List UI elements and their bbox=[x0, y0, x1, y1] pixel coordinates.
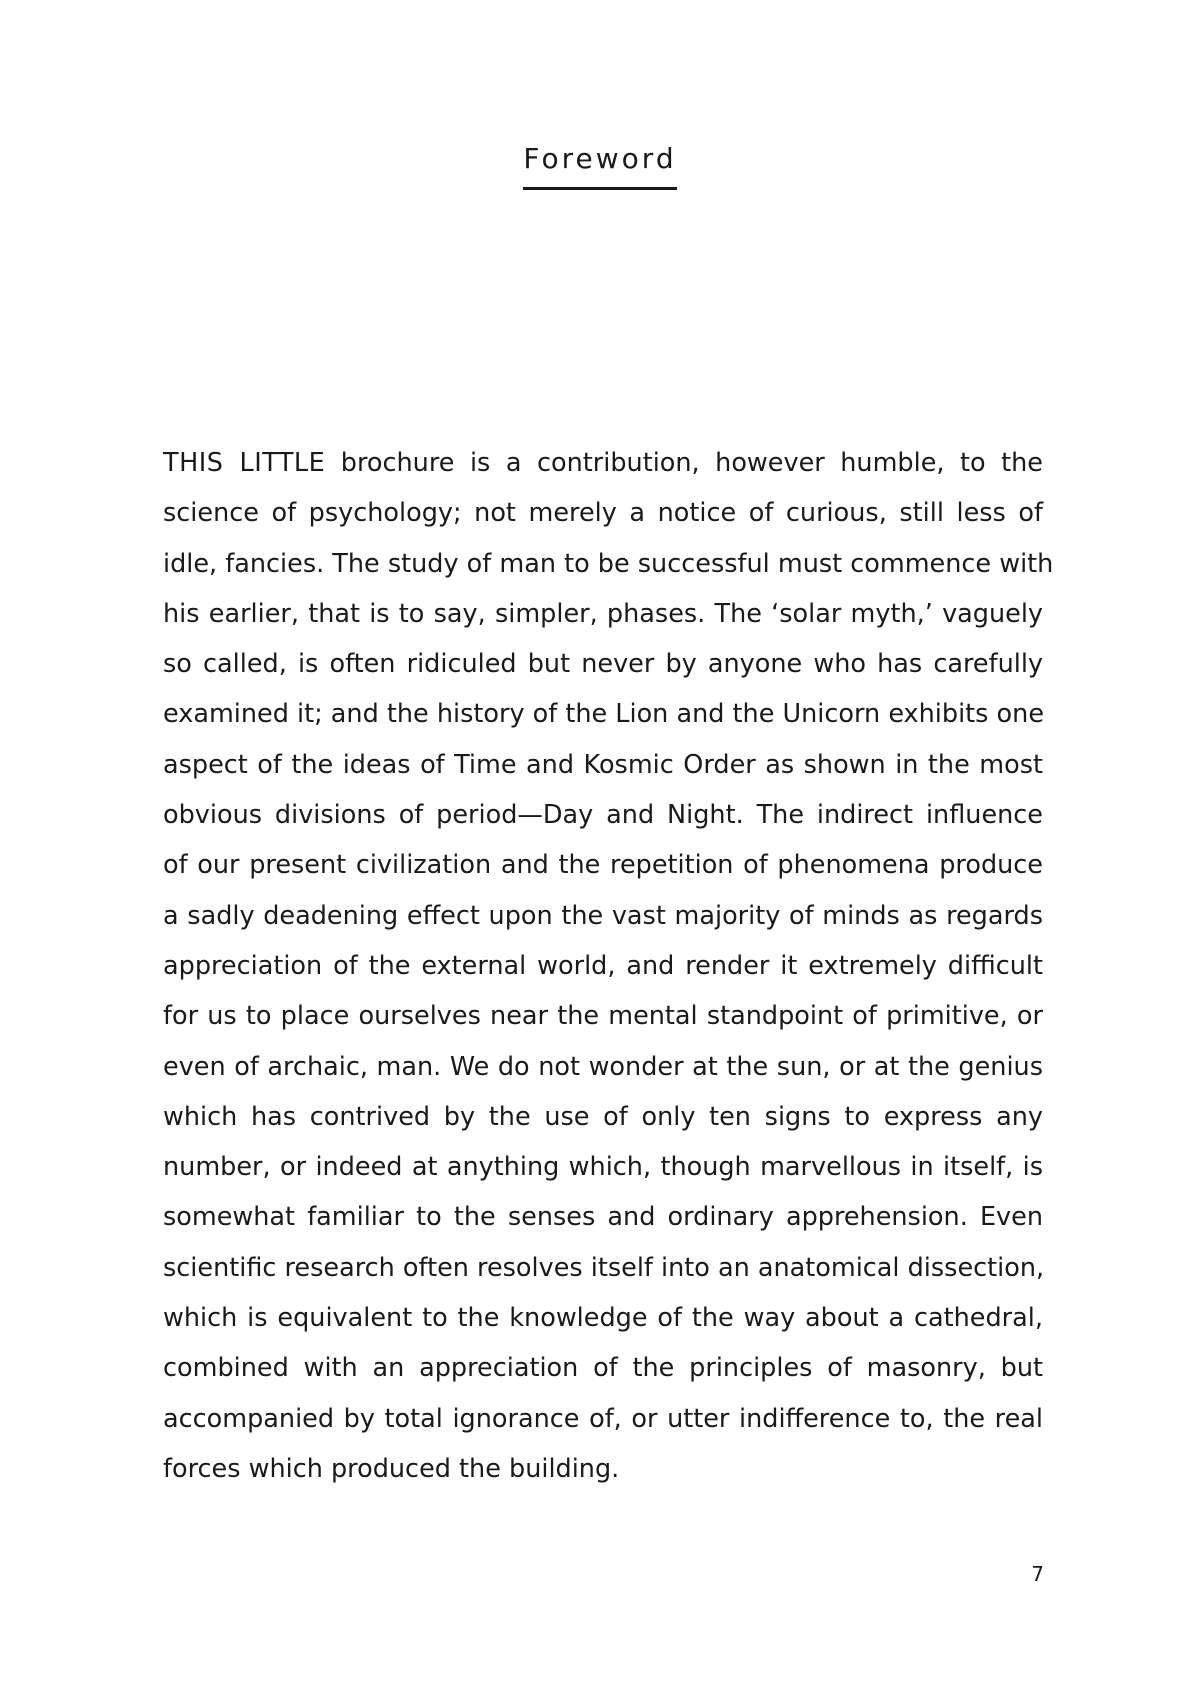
first-line-text: brochure is a contribution, however humble, to the bbox=[325, 448, 1043, 478]
paragraph-line: number, or indeed at anything which, though marvellous in itself, is bbox=[163, 1152, 1043, 1183]
chapter-title: Foreword bbox=[523, 142, 676, 190]
paragraph-line: for us to place ourselves near the mental standpoint of primitive, or bbox=[163, 1001, 1043, 1032]
paragraph-line: his earlier, that is to say, simpler, phases. The ‘solar myth,’ vaguely bbox=[163, 598, 1043, 629]
paragraph-line: examined it; and the history of the Lion and the Unicorn exhibits one bbox=[163, 699, 1045, 730]
paragraph-line: forces which produced the building. bbox=[163, 1453, 620, 1484]
paragraph-line: aspect of the ideas of Time and Kosmic Order as shown in the most bbox=[163, 749, 1043, 780]
chapter-heading bbox=[0, 142, 1200, 190]
paragraph-line bbox=[163, 438, 1043, 488]
page-number: 7 bbox=[1031, 1562, 1044, 1586]
paragraph-line: appreciation of the external world, and render it extremely difficult bbox=[163, 950, 1043, 981]
paragraph-line: which has contrived by the use of only ten signs to express any bbox=[163, 1101, 1043, 1132]
paragraph-line: science of psychology; not merely a notice of curious, still less of bbox=[163, 498, 1043, 529]
paragraph-line: so called, is often ridiculed but never by anyone who has carefully bbox=[163, 649, 1043, 680]
paragraph-line: scientific research often resolves itself into an anatomical dissection, bbox=[163, 1252, 1045, 1283]
paragraph-line: somewhat familiar to the senses and ordinary apprehension. Even bbox=[163, 1202, 1043, 1233]
paragraph-line: which is equivalent to the knowledge of the way about a cathedral, bbox=[163, 1303, 1043, 1334]
paragraph-line: idle, fancies. The study of man to be successful must commence with bbox=[163, 548, 1054, 579]
body-paragraph bbox=[163, 438, 1054, 1494]
paragraph-line: a sadly deadening effect upon the vast majority of minds as regards bbox=[163, 900, 1043, 931]
paragraph-line: accompanied by total ignorance of, or utter indifference to, the real bbox=[163, 1403, 1043, 1434]
paragraph-line: obvious divisions of period—Day and Night. The indirect influence bbox=[163, 800, 1043, 831]
paragraph-line: of our present civilization and the repetition of phenomena produce bbox=[163, 850, 1043, 881]
lead-small-caps: THIS LITTLE bbox=[163, 448, 326, 478]
paragraph-line: combined with an appreciation of the principles of masonry, but bbox=[163, 1353, 1043, 1384]
paragraph-line: even of archaic, man. We do not wonder at the sun, or at the genius bbox=[163, 1051, 1043, 1082]
